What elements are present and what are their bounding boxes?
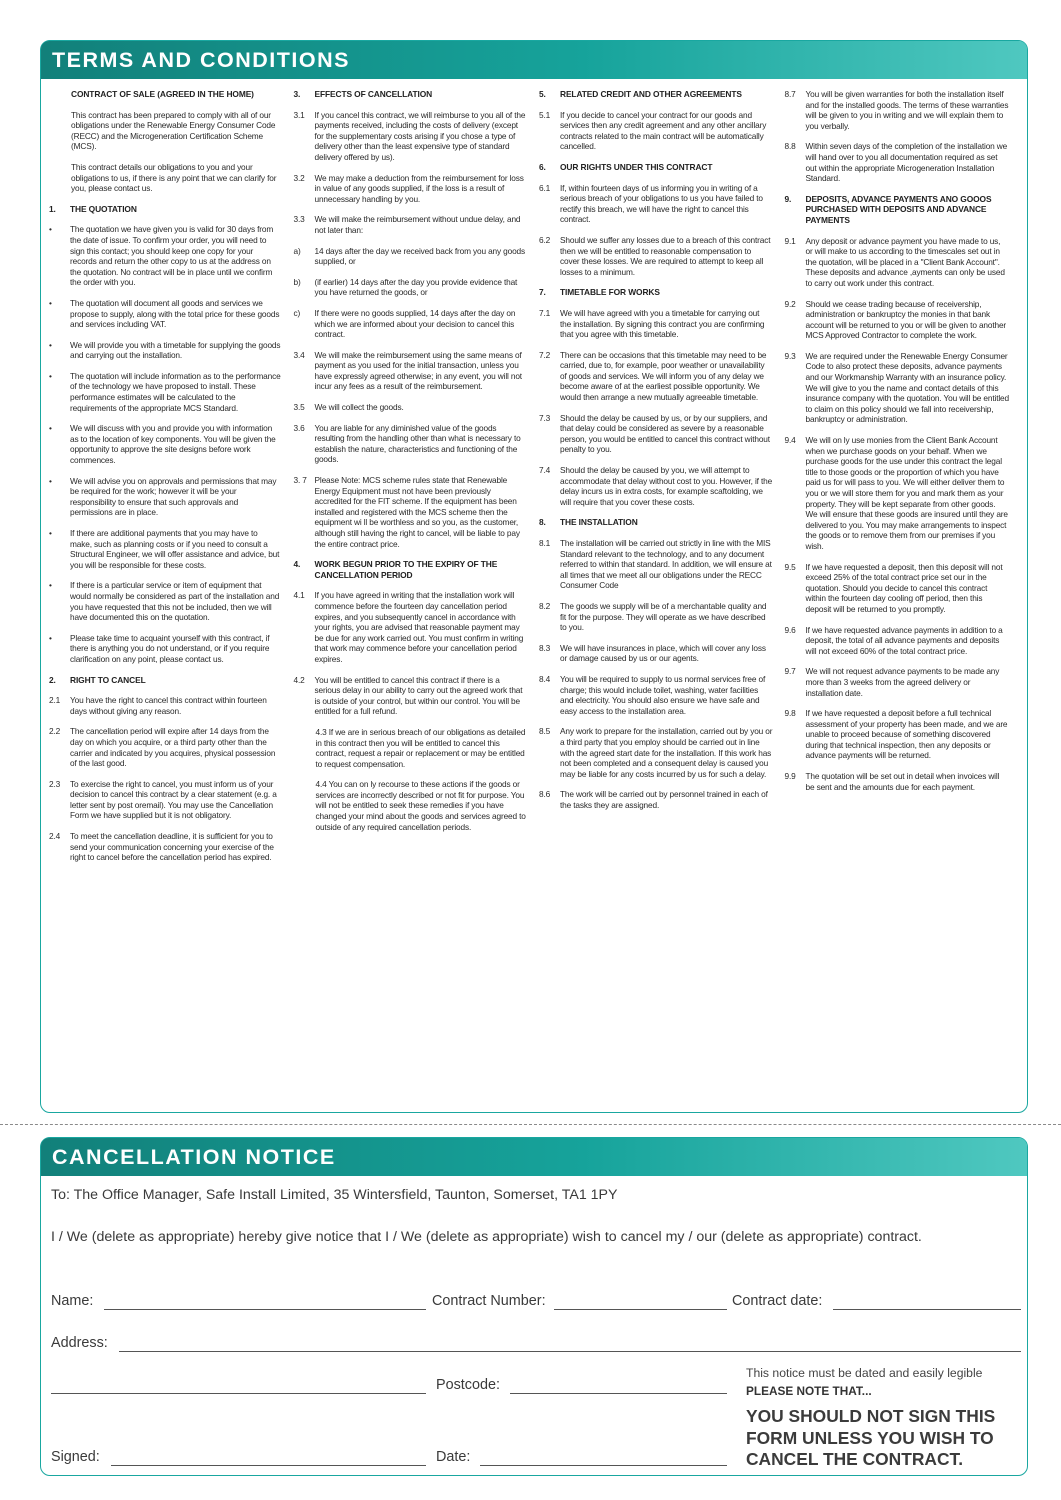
clause-number: 5.1 — [539, 109, 551, 120]
clause — [49, 340, 282, 361]
clause-text: We will make the reimbursement using the same means of payment as you used for the initial transaction, unless you have expressly agreed otherwise; in any event, you will not incur any fees as a result of the reimbursement. — [314, 349, 522, 392]
to-line: To: The Office Manager, Safe Install Limited, 35 Wintersfield, Taunton, Somerset, TA1 1PY — [51, 1187, 618, 1203]
clause — [785, 562, 1010, 615]
clause — [49, 726, 282, 768]
clause-number: 9.2 — [784, 298, 796, 309]
clause — [785, 89, 1010, 131]
clause-number: 4.1 — [293, 590, 305, 601]
terms-column-1 — [49, 89, 294, 873]
clause-number: 9.7 — [784, 666, 796, 677]
section-title: THE QUOTATION — [70, 203, 137, 214]
clause-text: We will advise you on approvals and permissions that may be required for the work; however it will be your responsibility to ensure that such approvals and permissions are in place. — [70, 475, 277, 518]
clause — [539, 110, 773, 152]
clause-text: We are required under the Renewable Energy Consumer Code to also protect these deposits, advance payments and our Workmanship Warranty with an insurance policy. We will give to you the name and contact details of this insurance company with the quotation. You will be entitled to claim on this policy should we fall into receivership, bankruptcy or administration. — [805, 350, 1009, 425]
clause — [49, 476, 282, 518]
clause — [539, 789, 773, 810]
clause-number: 9.8 — [784, 708, 796, 719]
clause — [785, 771, 1010, 792]
section-number: 6. — [539, 161, 546, 172]
postcode-label: Postcode: — [436, 1377, 500, 1393]
clause — [49, 224, 282, 288]
clause-text: The installation will be carried out strictly in line with the MIS Standard relevant to the technology, and to any document referred to within that standard. In addition, we will ensure at all times that we meet all our obligations under the RECC Consumer Code — [560, 538, 772, 591]
section-title: OUR RIGHTS UNDER THIS CONTRACT — [560, 161, 713, 172]
clause-text: Within seven days of the completion of the installation we will hand over to you all documentation required as set out within the appropriate Microgeneration Installation Standard. — [805, 141, 1008, 184]
section-number: 2. — [49, 674, 56, 685]
clause-number: b) — [293, 276, 301, 287]
clause-text: We may make a deduction from the reimbursement for loss in value of any goods supplied, if the loss is a result of unnecessary handling by you. — [314, 172, 524, 204]
clause-number: • — [49, 528, 52, 538]
clause-text: We will make the reimbursement without undue delay, and not later than: — [314, 214, 521, 235]
section-title: CONTRACT OF SALE (AGREED IN THE HOME) — [71, 89, 254, 99]
clause — [539, 643, 773, 664]
cancellation-title: CANCELLATION NOTICE — [41, 1138, 1027, 1176]
clause — [49, 110, 282, 152]
clause-text: The work will be carried out by personnel trained in each of the tasks they are assigned. — [560, 789, 768, 810]
section-number: 7. — [539, 287, 546, 298]
contract-number-field[interactable] — [554, 1309, 727, 1310]
date-label: Date: — [436, 1449, 471, 1465]
clause-text: You have the right to cancel this contract within fourteen days without giving any reason. — [70, 695, 267, 716]
clause-number: • — [49, 475, 52, 486]
clause-number: 7.1 — [539, 307, 551, 318]
postcode-row — [51, 1377, 1019, 1397]
clause-text: If there is a particular service or item of equipment that would normally be considered as part of the installation and you have requested that this not be included, then we will have documented this on the quotation. — [70, 580, 280, 623]
section-heading — [539, 89, 773, 100]
address-label: Address: — [51, 1335, 108, 1351]
clause-number: 8.4 — [539, 673, 551, 684]
clause-text: Should the delay be caused by you, we will attempt to accommodate that delay without cost to you. However, if the delay incurs us in extra costs, for example scaftolding, we will require that you cover these costs. — [560, 465, 773, 507]
clause — [294, 350, 528, 392]
address-row — [51, 1335, 1019, 1355]
clause — [294, 277, 528, 298]
clause-number: c) — [293, 307, 301, 318]
clause-text: If you have agreed in writing that the installation work will commence before the fourteen day cancellation period expires, and you subsequently cancel in accordance with your rights, you are advised that reasonable payment may be due for any work carried out. You must confirm in writing that work may commence before your cancellation period expires. — [314, 590, 524, 664]
clause-number: 8.5 — [539, 726, 551, 737]
clause — [785, 236, 1010, 289]
signature-field[interactable] — [111, 1465, 426, 1466]
clause-text: If, within fourteen days of us informing you in writing of a serious breach of your obligations to us you have failed to rectify this breach, we will have the right to cancel this contract. — [560, 182, 763, 225]
clause — [539, 538, 773, 591]
clause-number: • — [49, 339, 52, 350]
clause — [49, 298, 282, 330]
date-field[interactable] — [480, 1465, 727, 1466]
clause-number: 8.8 — [784, 141, 796, 152]
section-number: 5. — [539, 89, 546, 99]
clause-number: 2.3 — [49, 778, 61, 789]
clause-number: 9.3 — [784, 350, 796, 361]
clause-text: The quotation we have given you is valid for 30 days from the date of issue. To confirm your order, you will need to sign this contact; you should keep one copy for your records and return the other copy to us at the address on the quotation. No contract will be in place until we confirm the order with you. — [70, 224, 274, 288]
terms-column-2 — [294, 89, 540, 873]
clause — [49, 831, 282, 863]
section-heading — [49, 675, 282, 686]
clause — [49, 528, 282, 570]
terms-column-3 — [539, 89, 785, 873]
terms-panel — [40, 40, 1028, 1113]
contract-number-label: Contract Number: — [432, 1293, 546, 1309]
section-title: EFFECTS OF CANCELLATION — [314, 89, 433, 99]
section-heading — [49, 204, 282, 215]
clause-text: Should we suffer any losses due to a breach of this contract then we will be entitled to reasonable compensation to cover these losses. We are required to attempt to keep all losses to a minimum. — [560, 234, 771, 277]
section-number: 8. — [539, 517, 546, 528]
clause-text: To exercise the right to cancel, you must inform us of your decision to cancel this contract by a clear statement (e.g. a letter sent by post oremail). You may use the Cancellation Form we have supplied but it is not obligatory. — [70, 778, 277, 821]
section-title: THE INSTALLATION — [560, 517, 638, 528]
clause-text: If you cancel this contract, we will reimburse to you all of the payments received, including the costs of delivery (except for the supplementary costs arising if you chose a type of delivery other than the least expensive type of standard delivery offered by us). — [314, 109, 526, 162]
name-label: Name: — [51, 1293, 94, 1309]
clause-text: The quotation will document all goods and services we propose to supply, along with the total price for these goods and services including VAT. — [70, 297, 280, 330]
clause-number: 3.4 — [293, 349, 305, 360]
clause-number: 2.1 — [49, 695, 61, 706]
clause — [785, 351, 1010, 425]
clause-text: Please Note: MCS scheme rules state that Renewable Energy Equipment must not have been previously accredited for the FIT scheme. If the equipment has been installed and registered with the MCS scheme then the equipment wi ll be worthless and so you, as the customer, although still having the right to cancel, will be liable to pay the entire contract price. — [314, 475, 520, 549]
section-number: 3. — [293, 89, 301, 99]
clause — [539, 183, 773, 225]
clause-text: The quotation will be set out in detail when invoices will be sent and the amounts due for each payment. — [805, 771, 1000, 792]
clause — [785, 666, 1010, 698]
clause — [294, 173, 528, 205]
name-row — [51, 1293, 1019, 1313]
postcode-field[interactable] — [510, 1393, 727, 1394]
clause — [294, 308, 528, 340]
clause — [49, 695, 282, 716]
clause-number: 9.5 — [784, 561, 796, 572]
clause-text: The goods we supply will be of a merchantable quality and fit for the purpose. They will operate as we have described to you. — [560, 600, 767, 633]
clause — [49, 580, 282, 622]
clause-number: • — [49, 297, 52, 308]
clause-number: 2.4 — [49, 831, 61, 842]
clause-number: 7.3 — [539, 412, 551, 423]
clause-text: This contract has been prepared to comply with all of our obligations under the Renewable Energy Consumer Code (RECC) and the Microgeneration Certification Scheme (MCS). — [71, 109, 276, 152]
terms-title: TERMS AND CONDITIONS — [41, 41, 1027, 79]
cut-line — [0, 1124, 1061, 1125]
section-heading — [294, 89, 528, 100]
clause-text: If we have requested a deposit before a full technical assessment of your property has been made, and we are unable to proceed because of something discovered during that technical inspection, then any deposits or advance payments will be returned. — [805, 708, 1008, 761]
clause-text: If we have requested a deposit, then this deposit will not exceed 25% of the total contract price set our in the quotation. Should you decide to cancel this contract within the fourteen day cooling off period, then this deposit will be returned to you promptly. — [805, 561, 1003, 614]
clause-number: 8.2 — [539, 600, 551, 611]
clause — [539, 726, 773, 779]
clause-number: 7.2 — [539, 349, 551, 360]
clause-number: • — [49, 423, 52, 434]
clause-number: 2.2 — [49, 726, 61, 737]
clause-number: • — [49, 632, 52, 643]
clause — [294, 727, 528, 769]
cancellation-panel — [40, 1137, 1028, 1476]
clause — [49, 162, 282, 194]
clause — [785, 708, 1010, 761]
clause-text: You will be given warranties for both the installation itself and for the installed goods. The terms of these warranties will be given to you in writing and we will explain them to you verbally. — [805, 89, 1009, 131]
section-heading — [49, 89, 282, 100]
clause — [539, 465, 773, 507]
section-title: DEPOSITS, ADVANCE PAYMENTS ANO GOOOS PURCHASED WITH DEPOSITS AND ADVANCE PAYMENTS — [805, 193, 992, 225]
clause-text: The quotation will include information as to the performance of the technology we have proposed to install. These performance estimates will be calculated to the requirements of the appropriate MCS Standard. — [70, 370, 281, 413]
clause-number: 9.6 — [784, 624, 796, 635]
clause-text: Any work to prepare for the installation, carried out by you or a third party that you employ should be carried out in line with the agreed start date for the installation. If this work has not been completed and a consequent delay is caused you may be liable for any costs incurred by us for such a delay. — [560, 726, 773, 779]
section-title: TIMETABLE FOR WORKS — [560, 287, 660, 298]
signed-label: Signed: — [51, 1449, 100, 1465]
clause-number: 7.4 — [539, 465, 551, 476]
clause-text: This contract details our obligations to you and your obligations to us, if there is any point that we can clarify for you, please contact us. — [71, 161, 277, 194]
sign-warning: YOU SHOULD NOT SIGN THIS FORM UNLESS YOU WISH TO CANCEL THE CONTRACT. — [746, 1406, 996, 1469]
clause-text: We will discuss with you and provide you with information as to the location of key components. You will be given the opportunity to approve the site designs before work commences. — [70, 423, 276, 466]
clause-text: If you decide to cancel your contract for our goods and services then any credit agreement and any other ancillary contracts related to the main contract will be automatically cancelled. — [560, 109, 767, 152]
clause — [49, 423, 282, 465]
clause-number: 8.6 — [539, 789, 551, 800]
clause — [539, 235, 773, 277]
clause — [539, 350, 773, 403]
clause — [49, 779, 282, 821]
clause-text: We will on ly use monies from the Client Bank Account when we purchase goods on your behalf. When we purchase goods for the use under this contract the legal title to those goods or the proportion of which you have paid us for will pass to you. We will either deliver them to you or we will store them for you and mark them as your property. They will be kept separate from other goods. We will ensure that these goods are insured until they are delivered to you. You may make arrangements to inspect the goods or to remove them from our premises if you wish. — [805, 435, 1008, 551]
clause-number: 8.1 — [539, 538, 551, 548]
clause — [539, 308, 773, 340]
clause — [785, 435, 1010, 552]
clause-text: 14 days after the day we received back from you any goods supplied, or — [314, 245, 526, 267]
clause — [49, 633, 282, 665]
clause-text: We will collect the goods. — [314, 402, 404, 413]
terms-columns — [49, 89, 1021, 873]
contract-date-label: Contract date: — [732, 1293, 823, 1309]
legibility-note: This notice must be dated and easily legible — [746, 1366, 983, 1380]
clause-number: 4.2 — [293, 674, 305, 685]
section-heading — [539, 162, 773, 173]
clause — [294, 675, 528, 717]
clause — [294, 214, 528, 235]
section-heading — [785, 194, 1010, 226]
clause — [294, 246, 528, 267]
section-heading — [539, 517, 773, 528]
clause-text: There can be occasions that this timetable may need to be carried, due to, for example, poor weather or unavailability of goods and services. We will inform you of any delay we become aware of at the earliest possible opportunity. We would then arrange a new mutually agreeable timetable. — [560, 349, 767, 403]
clause-text: If there were no goods supplied, 14 days after the day on which we are informed about your decision to cancel this contract. — [314, 307, 516, 340]
clause-number: 3.6 — [293, 422, 305, 433]
contract-date-field[interactable] — [833, 1309, 1021, 1310]
clause-number: 3. 7 — [293, 475, 307, 486]
clause-number: • — [49, 370, 52, 381]
clause-text: If we have requested advance payments in addition to a deposit, the total of all advance payments and deposits will not exceed 60% of the total contract price. — [805, 624, 1003, 656]
clause — [785, 299, 1010, 341]
clause — [294, 402, 528, 413]
clause-text: We will have insurances in place, which will cover any loss or damage caused by us or our agents. — [560, 642, 766, 664]
clause-number: 3.3 — [293, 214, 305, 225]
please-note: PLEASE NOTE THAT... — [746, 1384, 872, 1398]
clause — [539, 413, 773, 455]
clause-text: We will not request advance payments to be made any more than 3 weeks from the agreed delivery or installation date. — [805, 666, 1000, 698]
clause-text: If there are additional payments that you may have to make, such as planning costs or if you need to consult a Structural Engineer, we will offer assistance and advice, but you will be responsible for these costs. — [70, 528, 280, 570]
clause — [294, 475, 528, 549]
section-number: 4. — [293, 559, 301, 570]
notice-line: I / We (delete as appropriate) hereby give notice that I / We (delete as appropriate) wish to cancel my / our (delete as appropriate) contract. — [51, 1229, 922, 1245]
clause-text: 4.4 You can on ly recourse to these actions if the goods or services are incorrectly described or not fit for purpose. You will not be entitled to seek these remedies if you have changed your mind about the goods and services agreed to outside of any required cancellation periods. — [315, 779, 526, 832]
clause — [294, 590, 528, 664]
clause-text: Should we cease trading because of receivership, administration or bankruptcy the monies in that bank account will be returned to you or will be given to another MCS Approved Contractor to complete the work. — [805, 298, 1007, 341]
clause-text: (if earlier) 14 days after the day you provide evidence that you have returned the goods, or — [314, 276, 518, 298]
section-number: 1. — [49, 203, 56, 214]
clause — [294, 423, 528, 465]
clause-number: 6.1 — [539, 182, 551, 193]
clause-text: 4.3 If we are in serious breach of our obligations as detailed in this contract then you will be entitled to cancel this contract, request a repair or replacement or may be entitled to request compensation. — [315, 726, 526, 769]
clause — [294, 110, 528, 163]
clause-number: 9.4 — [784, 435, 796, 446]
clause — [539, 674, 773, 716]
clause-number: 6.2 — [539, 234, 551, 245]
section-heading — [539, 287, 773, 298]
clause — [785, 141, 1010, 183]
clause-number: a) — [293, 245, 301, 256]
clause-number: 8.7 — [784, 89, 796, 99]
clause-text: Any deposit or advance payment you have made to us, or will make to us according to the timescales set out in the quotation, will be placed in a "Client Bank Account". These deposits and advance ,ayments can only be used to carry out work under this contract. — [805, 235, 1005, 288]
terms-column-4 — [785, 89, 1022, 873]
clause — [294, 779, 528, 832]
clause-text: We will have agreed with you a timetable for carrying out the installation. By signing this contract you are confirming that you agree with this timetable. — [560, 307, 765, 340]
clause-text: To meet the cancellation deadline, it is sufficient for you to send your communication concerning your exercise of the right to cancel before the cancellation period has expired. — [70, 831, 274, 863]
section-title: RIGHT TO CANCEL — [70, 674, 146, 685]
clause-text: You will be entitled to cancel this contract if there is a serious delay in our ability to carry out the agreed work that is outside of your control, but within our control. You will be entitled for a full refund. — [314, 674, 523, 717]
clause-number: 9.1 — [784, 235, 796, 246]
clause-number: 8.3 — [539, 642, 551, 653]
section-title: RELATED CREDIT AND OTHER AGREEMENTS — [560, 89, 742, 99]
clause-number: 3.5 — [293, 402, 305, 413]
clause-number: • — [49, 224, 52, 235]
clause — [539, 601, 773, 633]
clause — [49, 371, 282, 413]
clause — [785, 625, 1010, 657]
clause-number: 3.2 — [293, 172, 305, 183]
clause-number: 3.1 — [293, 109, 305, 120]
clause-text: Should the delay be caused by us, or by our suppliers, and that delay could be considered as severe by a reasonable person, you would be entitled to cancel this contract without penalty to you. — [560, 412, 770, 455]
section-heading — [294, 559, 528, 580]
clause-text: We will provide you with a timetable for supplying the goods and carrying out the installation. — [70, 339, 281, 361]
clause-number: 9.9 — [784, 771, 796, 782]
clause-text: You will be required to supply to us normal services free of charge; this would include toilet, washing, water facilities and electricity. You should also ensure we have safe and easy access to the installation area. — [560, 673, 766, 716]
address-field[interactable] — [119, 1351, 1021, 1352]
address-line-2-field[interactable] — [51, 1393, 426, 1394]
clause-text: The cancellation period will expire after 14 days from the day on which you acquire, or a third party other than the carrier and indicated by you acquires, physical possession of the last good. — [70, 726, 276, 769]
clause-text: Please take time to acquaint yourself with this contract, if there is anything you do not understand, or if you require clarification on any point, please contact us. — [70, 632, 270, 664]
name-field[interactable] — [104, 1309, 426, 1310]
section-title: WORK BEGUN PRIOR TO THE EXPIRY OF THE CANCELLATION PERIOD — [314, 559, 498, 580]
clause-text: You are liable for any diminished value of the goods resulting from the handling other than what is necessary to establish the nature, characteristics and functioning of the goods. — [314, 422, 521, 465]
clause-number: • — [49, 580, 52, 591]
section-number: 9. — [784, 193, 792, 204]
